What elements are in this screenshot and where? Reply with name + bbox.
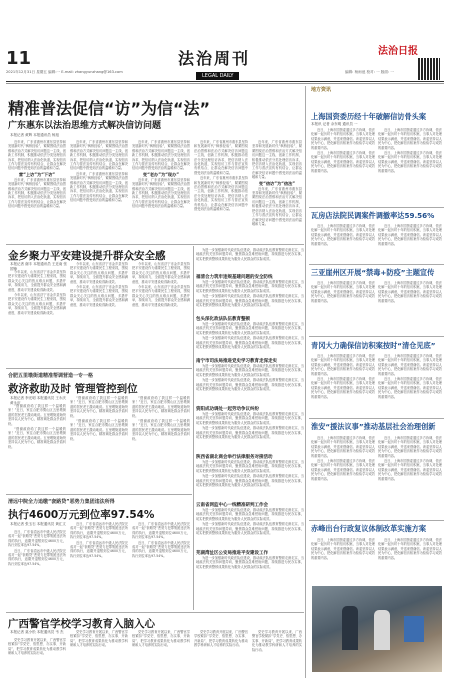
- lead-column-3: [132, 140, 190, 242]
- right-paragraph: 近日，上海市国资委通过多方协调，依法化解一起历时十年的信访积案，当事人对处理结果表示满意，并送来感谢信。该委坚持以人民为中心，把化解信访积案作为检验学习成效的重要内容。: [378, 436, 442, 458]
- lead-subtitle: 广东惠东以法治思维方式解决信访问题: [8, 121, 162, 131]
- s4-byline: 本报记者 张玉石 本报通讯员 黄汇文: [10, 522, 66, 526]
- right-paragraph: 近日，上海市国资委通过多方协调，依法化解一起历时十年的信访积案，当事人对处理结果表示满意，并送来感谢信。该委坚持以人民为中心，把化解信访积案作为检验学习成效的重要内容。: [311, 377, 375, 399]
- briefs-column: [196, 248, 304, 610]
- s3-column-2: [70, 396, 128, 492]
- editors-line: 编辑: 杨雨池 校对: 一 版面: 一: [345, 70, 394, 74]
- right-headline-5: 淮安“援法议事”推动基层社会治理创新: [311, 422, 436, 431]
- right-text-4b: [378, 354, 442, 414]
- s5-column-5: [252, 630, 302, 678]
- column-divider: [305, 86, 306, 678]
- right-text-2a: [311, 224, 375, 262]
- lead-column-1: [8, 140, 66, 242]
- brief-paragraph: 为进一步加强新时代政法队伍建设，推动政法队伍教育整顿走深走实，当地政法机关坚持问题导向，聚焦群众急难愁盼问题，持续推进为民办实事，切实把教育整顿成果转化为服务人民群众的实际成效。: [196, 248, 304, 261]
- brief-text: [196, 556, 304, 586]
- brief-text: [196, 412, 304, 452]
- s2-paragraph: 今年以来，山东省济宁市金乡县坚持把平安建设作为重要民生工程来抓，围绕群众关心关注的热点难点问题，多措并举，持续用力，全面提升群众安全感和满意度，推动平安建设取得新成效。: [70, 262, 128, 284]
- lead-subhead-3: 变“信访”为“信法”: [258, 180, 296, 186]
- s2-paragraph: 今年以来，山东省济宁市金乡县坚持把平安建设作为重要民生工程来抓，围绕群众关心关注的热点难点问题，多措并举，持续用力，全面提升群众安全感和满意度，推动平安建设取得新成效。: [132, 285, 190, 307]
- brief-text: [196, 460, 304, 500]
- right-text-5a: [311, 436, 375, 516]
- s5-paragraph: 党史学习教育开展以来，广西警官学校紧扣“学党史、悟思想、办实事、开新局”，把学习教育成果转化为推动教学科研和人才培养的实际行动。: [252, 630, 302, 652]
- newspaper-logo: 法治日报: [378, 46, 418, 57]
- right-text-4a: [311, 354, 375, 414]
- s5-column-4: [194, 630, 248, 678]
- lead-column-4: [194, 140, 248, 242]
- right-paragraph: 近日，上海市国资委通过多方协调，依法化解一起历时十年的信访积案，当事人对处理结果表示满意，并送来感谢信。该委坚持以人民为中心，把化解信访积案作为检验学习成效的重要内容。: [311, 151, 375, 173]
- right-paragraph: 近日，上海市国资委通过多方协调，依法化解一起历时十年的信访积案，当事人对处理结果表示满意，并送来感谢信。该委坚持以人民为中心，把化解信访积案作为检验学习成效的重要内容。: [311, 224, 375, 246]
- s5-column-2: [70, 630, 128, 678]
- page-number: 11: [6, 48, 32, 69]
- s4-column-2: [70, 522, 128, 610]
- lead-byline: 本报记者 黄辉 本报通讯员 杨旭: [10, 133, 59, 137]
- right-text-2b: [378, 224, 442, 262]
- right-text-1b: [378, 128, 442, 206]
- divider: [309, 336, 444, 337]
- s3-title: 救济救助及时 管理管控到位: [8, 383, 138, 395]
- brief-text: [196, 322, 304, 356]
- right-text-6b: [378, 538, 442, 582]
- divider: [6, 368, 192, 369]
- s3-paragraph: “感谢政府给了我这样一个温暖的家！”近日，家住合肥市蜀山区五里墩街道的居民老王激动地说。五里墩街道始终坚持以人民为中心，精准调处群众矛盾纠纷。: [8, 404, 66, 426]
- brief-title: 南宁市司法局推进党史学习教育走深走实: [196, 359, 277, 364]
- s4-paragraph: 近日，广东省清远市中级人民法院完成对一起“套路贷”恶势力犯罪集团违法所得的执行，追缴并退赔到位4600万元，执行到位率达97.54%。: [132, 540, 190, 558]
- divider: [6, 244, 304, 245]
- right-headline-2: 瓦房店法院民调案件调撤率达59.56%: [311, 211, 435, 220]
- brief-paragraph: 为进一步加强新时代政法队伍建设，推动政法队伍教育整顿走深走实，当地政法机关坚持问题导向，聚焦群众急难愁盼问题，持续推进为民办实事，切实把教育整顿成果转化为服务人民群众的实际成效。: [196, 426, 304, 440]
- brief-text: [196, 248, 304, 272]
- brief-paragraph: 为进一步加强新时代政法队伍建设，推动政法队伍教育整顿走深走实，当地政法机关坚持问题导向，聚焦群众急难愁盼问题，持续推进为民办实事，切实把教育整顿成果转化为服务人民群众的实际成效。: [196, 474, 304, 488]
- right-text-3b: [378, 281, 442, 333]
- s3-column-3: [132, 396, 190, 492]
- s3-paragraph: “感谢政府给了我这样一个温暖的家！”近日，家住合肥市蜀山区五里墩街道的居民老王激动地说。五里墩街道始终坚持以人民为中心，精准调处群众矛盾纠纷。: [132, 419, 190, 441]
- photo-sign: [404, 616, 424, 642]
- right-paragraph: 近日，上海市国资委通过多方协调，依法化解一起历时十年的信访积案，当事人对处理结果表示满意，并送来感谢信。该委坚持以人民为中心，把化解信访积案作为检验学习成效的重要内容。: [378, 151, 442, 173]
- right-paragraph: 近日，上海市国资委通过多方协调，依法化解一起历时十年的信访积案，当事人对处理结果表示满意，并送来感谢信。该委坚持以人民为中心，把化解信访积案作为检验学习成效的重要内容。: [311, 128, 375, 150]
- header-rule-thin: [6, 83, 444, 84]
- lead-paragraph: 近年来，广东省惠州市惠东县坚持和发展新时代“枫桥经验”，紧紧围绕法治思维和法治方式解决信访问题这一主线，创新工作机制，积极推动依法分类处理信访诉求，把信访纳入法治化轨道，实现信访工作与普法宣传有机结合，让群众在解决信访问题中感受到法治的温暖和力量。: [132, 140, 190, 171]
- s3-byline: 本报记者 李光明 本报通讯员 王永庆 黄永庆: [10, 396, 66, 405]
- s4-column-1: [8, 530, 66, 610]
- s2-paragraph: 今年以来，山东省济宁市金乡县坚持把平安建设作为重要民生工程来抓，围绕群众关心关注的热点难点问题，多措并举，持续用力，全面提升群众安全感和满意度，推动平安建设取得新成效。: [132, 262, 190, 284]
- brief-paragraph: 为进一步加强新时代政法队伍建设，推动政法队伍教育整顿走深走实，当地政法机关坚持问题导向，聚焦群众急难愁盼问题，持续推进为民办实事，切实把教育整顿成果转化为服务人民群众的实际成效。: [196, 556, 304, 569]
- lead-paragraph: 近年来，广东省惠州市惠东县坚持和发展新时代“枫桥经验”，紧紧围绕法治思维和法治方式解决信访问题这一主线，创新工作机制，积极推动依法分类处理信访诉求，把信访纳入法治化轨道，实现信访工作与普法宣传有机结合，让群众在解决信访问题中感受到法治的温暖和力量。: [252, 140, 302, 180]
- divider: [6, 612, 304, 613]
- brief-paragraph: 为进一步加强新时代政法队伍建设，推动政法队伍教育整顿走深走实，当地政法机关坚持问题导向，聚焦群众急难愁盼问题，持续推进为民办实事，切实把教育整顿成果转化为服务人民群众的实际成效。: [196, 460, 304, 473]
- s5-paragraph: 党史学习教育开展以来，广西警官学校紧扣“学党史、悟思想、办实事、开新局”，把学习教育成果转化为推动教学科研和人才培养的实际行动。: [70, 630, 128, 648]
- s4-title: 执行4600万元到位率97.54%: [8, 509, 155, 521]
- s2-paragraph: 今年以来，山东省济宁市金乡县坚持把平安建设作为重要民生工程来抓，围绕群众关心关注的热点难点问题，多措并举，持续用力，全面提升群众安全感和满意度，推动平安建设取得新成效。: [8, 293, 66, 315]
- brief-title: 芜湖湾沚区公安局推进平安建设工作: [196, 551, 268, 556]
- right-paragraph: 近日，上海市国资委通过多方协调，依法化解一起历时十年的信访积案，当事人对处理结果表示满意，并送来感谢信。该委坚持以人民为中心，把化解信访积案作为检验学习成效的重要内容。: [311, 354, 375, 376]
- s3-column-1: [8, 404, 66, 492]
- right-text-3a: [311, 281, 375, 333]
- brief-title: 云南省网监中心一线精准研判工作会: [196, 503, 268, 508]
- qr-code-icon: [418, 58, 440, 80]
- brief-paragraph: 为进一步加强新时代政法队伍建设，推动政法队伍教育整顿走深走实，当地政法机关坚持问题导向，聚焦群众急难愁盼问题，持续推进为民办实事，切实把教育整顿成果转化为服务人民群众的实际成效。: [196, 322, 304, 335]
- s4-paragraph: 近日，广东省清远市中级人民法院完成对一起“套路贷”恶势力犯罪集团违法所得的执行，追缴并退赔到位4600万元，执行到位率达97.54%。: [70, 540, 128, 558]
- right-paragraph: 近日，上海市国资委通过多方协调，依法化解一起历时十年的信访积案，当事人对处理结果表示满意，并送来感谢信。该委坚持以人民为中心，把化解信访积案作为检验学习成效的重要内容。: [311, 538, 375, 560]
- right-headline-6: 赤峰出台行政复议体制改革实施方案: [311, 524, 427, 533]
- divider: [309, 418, 444, 419]
- header-meta-line: 2021年12月31日 星期五 编辑:一 E-mail: zhangyunzhang@163.com: [6, 70, 123, 74]
- s4-paragraph: 近日，广东省清远市中级人民法院完成对一起“套路贷”恶势力犯罪集团违法所得的执行，追缴并退赔到位4600万元，执行到位率达97.54%。: [132, 522, 190, 540]
- photo-figure: [374, 610, 390, 650]
- right-paragraph: 近日，上海市国资委通过多方协调，依法化解一起历时十年的信访积案，当事人对处理结果表示满意，并送来感谢信。该委坚持以人民为中心，把化解信访积案作为检验学习成效的重要内容。: [378, 128, 442, 150]
- s5-title: 广西警官学校学习教育入脑入心: [8, 618, 155, 630]
- right-headline-4: 青冈大力确保信访积案按时“清仓见底”: [311, 341, 436, 350]
- s2-paragraph: 今年以来，山东省济宁市金乡县坚持把平安建设作为重要民生工程来抓，围绕群众关心关注的热点难点问题，多措并举，持续用力，全面提升群众安全感和满意度，推动平安建设取得新成效。: [8, 270, 66, 292]
- right-paragraph: 近日，上海市国资委通过多方协调，依法化解一起历时十年的信访积案，当事人对处理结果表示满意，并送来感谢信。该委坚持以人民为中心，把化解信访积案作为检验学习成效的重要内容。: [378, 538, 442, 560]
- s2-column-2: [70, 262, 128, 366]
- lead-paragraph: 近年来，广东省惠州市惠东县坚持和发展新时代“枫桥经验”，紧紧围绕法治思维和法治方式解决信访问题这一主线，创新工作机制，积极推动依法分类处理信访诉求，把信访纳入法治化轨道，实现信访工作与普法宣传有机结合，让群众在解决信访问题中感受到法治的温暖和力量。: [70, 140, 128, 171]
- lead-paragraph: 近年来，广东省惠州市惠东县坚持和发展新时代“枫桥经验”，紧紧围绕法治思维和法治方式解决信访问题这一主线，创新工作机制，积极推动依法分类处理信访诉求，把信访纳入法治化轨道，实现信访工作与普法宣传有机结合，让群众在解决信访问题中感受到法治的温暖和力量。: [70, 171, 128, 203]
- divider: [309, 264, 444, 265]
- brief-text: [196, 280, 304, 314]
- column-divider: [193, 246, 194, 610]
- lead-paragraph: 近年来，广东省惠州市惠东县坚持和发展新时代“枫桥经验”，紧紧围绕法治思维和法治方式解决信访问题这一主线，创新工作机制，积极推动依法分类处理信访诉求，把信访纳入法治化轨道，实现信访工作与普法宣传有机结合，让群众在解决信访问题中感受到法治的温暖和力量。: [132, 177, 190, 209]
- brief-paragraph: 为进一步加强新时代政法队伍建设，推动政法队伍教育整顿走深走实，当地政法机关坚持问题导向，聚焦群众急难愁盼问题，持续推进为民办实事，切实把教育整顿成果转化为服务人民群众的实际成效。: [196, 364, 304, 377]
- right-headline-1: 上海国资委历经十年破解信访骨头案: [311, 112, 427, 121]
- masthead-subtitle: LEGAL DAILY: [196, 72, 239, 80]
- s5-column-1: [8, 638, 66, 678]
- s2-column-3: [132, 262, 190, 366]
- s3-paragraph: “感谢政府给了我这样一个温暖的家！”近日，家住合肥市蜀山区五里墩街道的居民老王激动地说。五里墩街道始终坚持以人民为中心，精准调处群众矛盾纠纷。: [132, 396, 190, 418]
- s2-column-1: [8, 270, 66, 366]
- s4-paragraph: 近日，广东省清远市中级人民法院完成对一起“套路贷”恶势力犯罪集团违法所得的执行，追缴并退赔到位4600万元，执行到位率达97.54%。: [70, 522, 128, 540]
- brief-paragraph: 为进一步加强新时代政法队伍建设，推动政法队伍教育整顿走深走实，当地政法机关坚持问题导向，聚焦群众急难愁盼问题，持续推进为民办实事，切实把教育整顿成果转化为服务人民群众的实际成效。: [196, 378, 304, 392]
- brief-paragraph: 为进一步加强新时代政法队伍建设，推动政法队伍教育整顿走深走实，当地政法机关坚持问题导向，聚焦群众急难愁盼问题，持续推进为民办实事，切实把教育整顿成果转化为服务人民群众的实际成效。: [196, 508, 304, 521]
- right-paragraph: 近日，上海市国资委通过多方协调，依法化解一起历时十年的信访积案，当事人对处理结果表示满意，并送来感谢信。该委坚持以人民为中心，把化解信访积案作为检验学习成效的重要内容。: [378, 281, 442, 303]
- s2-title: 金乡聚力平安建设提升群众安全感: [8, 250, 166, 262]
- header-rule: [6, 81, 444, 82]
- right-paragraph: 近日，上海市国资委通过多方协调，依法化解一起历时十年的信访积案，当事人对处理结果表示满意，并送来感谢信。该委坚持以人民为中心，把化解信访积案作为检验学习成效的重要内容。: [311, 281, 375, 303]
- lead-title: 精准普法促信“访”为信“法”: [8, 99, 211, 118]
- s4-kicker: 清远中院全力追缴“套路贷”恶势力集团违法所得: [8, 499, 115, 505]
- lead-column-2: [70, 140, 128, 242]
- lead-paragraph: 近年来，广东省惠州市惠东县坚持和发展新时代“枫桥经验”，紧紧围绕法治思维和法治方式解决信访问题这一主线，创新工作机制，积极推动依法分类处理信访诉求，把信访纳入法治化轨道，实现信访工作与普法宣传有机结合，让群众在解决信访问题中感受到法治的温暖和力量。: [8, 140, 66, 171]
- s4-paragraph: 近日，广东省清远市中级人民法院完成对一起“套路贷”恶势力犯罪集团违法所得的执行，追缴并退赔到位4600万元，执行到位率达97.54%。: [8, 548, 66, 566]
- s5-byline: 本报记者 莫小松 本报通讯员 韦 杰: [10, 630, 64, 634]
- divider: [6, 494, 192, 495]
- brief-title: 陕西省湖北商会举行法律服务对接活动: [196, 455, 273, 460]
- right-text-6a: [311, 538, 375, 582]
- divider: [309, 520, 444, 521]
- s5-paragraph: 党史学习教育开展以来，广西警官学校紧扣“学党史、悟思想、办实事、开新局”，把学习教育成果转化为推动教学科研和人才培养的实际行动。: [132, 630, 190, 648]
- right-paragraph: 近日，上海市国资委通过多方协调，依法化解一起历时十年的信访积案，当事人对处理结果表示满意，并送来感谢信。该委坚持以人民为中心，把化解信访积案作为检验学习成效的重要内容。: [311, 436, 375, 458]
- s3-paragraph: “感谢政府给了我这样一个温暖的家！”近日，家住合肥市蜀山区五里墩街道的居民老王激动地说。五里墩街道始终坚持以人民为中心，精准调处群众矛盾纠纷。: [8, 427, 66, 449]
- s4-paragraph: 近日，广东省清远市中级人民法院完成对一起“套路贷”恶势力犯罪集团违法所得的执行，追缴并退赔到位4600万元，执行到位率达97.54%。: [8, 530, 66, 548]
- masthead-title: 法治周刊: [178, 49, 251, 68]
- s2-paragraph: 今年以来，山东省济宁市金乡县坚持把平安建设作为重要民生工程来抓，围绕群众关心关注的热点难点问题，多措并举，持续用力，全面提升群众安全感和满意度，推动平安建设取得新成效。: [70, 285, 128, 307]
- s3-paragraph: “感谢政府给了我这样一个温暖的家！”近日，家住合肥市蜀山区五里墩街道的居民老王激动地说。五里墩街道始终坚持以人民为中心，精准调处群众矛盾纠纷。: [70, 419, 128, 441]
- right-paragraph: 近日，上海市国资委通过多方协调，依法化解一起历时十年的信访积案，当事人对处理结果表示满意，并送来感谢信。该委坚持以人民为中心，把化解信访积案作为检验学习成效的重要内容。: [378, 459, 442, 481]
- right-paragraph: 近日，上海市国资委通过多方协调，依法化解一起历时十年的信访积案，当事人对处理结果表示满意，并送来感谢信。该委坚持以人民为中心，把化解信访积案作为检验学习成效的重要内容。: [378, 224, 442, 246]
- photo-figure: [342, 606, 358, 650]
- right-section-header: 地方资讯: [311, 87, 332, 93]
- brief-paragraph: 为进一步加强新时代政法队伍建设，推动政法队伍教育整顿走深走实，当地政法机关坚持问题导向，聚焦群众急难愁盼问题，持续推进为民办实事，切实把教育整顿成果转化为服务人民群众的实际成效。: [196, 280, 304, 293]
- brief-text: [196, 364, 304, 404]
- lead-paragraph: 近年来，广东省惠州市惠东县坚持和发展新时代“枫桥经验”，紧紧围绕法治思维和法治方式解决信访问题这一主线，创新工作机制，积极推动依法分类处理信访诉求，把信访纳入法治化轨道，实现信访工作与普法宣传有机结合，让群众在解决信访问题中感受到法治的温暖和力量。: [194, 176, 248, 212]
- s5-paragraph: 党史学习教育开展以来，广西警官学校紧扣“学党史、悟思想、办实事、开新局”，把学习教育成果转化为推动教学科研和人才培养的实际行动。: [8, 638, 66, 656]
- lead-paragraph: 近年来，广东省惠州市惠东县坚持和发展新时代“枫桥经验”，紧紧围绕法治思维和法治方式解决信访问题这一主线，创新工作机制，积极推动依法分类处理信访诉求，把信访纳入法治化轨道，实现信访工作与普法宣传有机结合，让群众在解决信访问题中感受到法治的温暖和力量。: [8, 177, 66, 209]
- right-byline-1: 本报讯 记者 余东明 通讯员 一: [311, 122, 358, 126]
- brief-paragraph: 为进一步加强新时代政法队伍建设，推动政法队伍教育整顿走深走实，当地政法机关坚持问题导向，聚焦群众急难愁盼问题，持续推进为民办实事，切实把教育整顿成果转化为服务人民群众的实际成效。: [196, 522, 304, 536]
- s2-byline: 本报记者 谢丰 本报通讯员 王近南 张国锋: [10, 262, 67, 271]
- lead-paragraph: 近年来，广东省惠州市惠东县坚持和发展新时代“枫桥经验”，紧紧围绕法治思维和法治方式解决信访问题这一主线，创新工作机制，积极推动依法分类处理信访诉求，把信访纳入法治化轨道，实现信访工作与普法宣传有机结合，让群众在解决信访问题中感受到法治的温暖和力量。: [252, 186, 302, 226]
- brief-paragraph: 为进一步加强新时代政法队伍建设，推动政法队伍教育整顿走深走实，当地政法机关坚持问题导向，聚焦群众急难愁盼问题，持续推进为民办实事，切实把教育整顿成果转化为服务人民群众的实际成效。: [196, 412, 304, 425]
- right-paragraph: 近日，上海市国资委通过多方协调，依法化解一起历时十年的信访积案，当事人对处理结果表示满意，并送来感谢信。该委坚持以人民为中心，把化解信访积案作为检验学习成效的重要内容。: [378, 354, 442, 376]
- lead-column-5: [252, 140, 302, 242]
- brief-title: 资阳成功调处一起劳动争议纠纷: [196, 407, 259, 412]
- right-paragraph: 近日，上海市国资委通过多方协调，依法化解一起历时十年的信访积案，当事人对处理结果表示满意，并送来感谢信。该委坚持以人民为中心，把化解信访积案作为检验学习成效的重要内容。: [378, 377, 442, 399]
- lead-subhead-1: 营“上访”为“下访”: [18, 171, 56, 177]
- s4-column-3: [132, 522, 190, 610]
- lead-subhead-2: 变“老办”为“现办”: [142, 171, 180, 177]
- brief-title: 福清合力筑牢违规基建问题的安全防线: [196, 275, 273, 280]
- right-text-5b: [378, 436, 442, 516]
- divider: [309, 207, 444, 208]
- right-text-1a: [311, 128, 375, 206]
- s3-kicker: 合肥五里墩街道精准帮调营造一专一格: [8, 373, 94, 379]
- right-headline-3: 三亚崖州区开展“禁毒+防疫”主题宣传: [311, 268, 435, 277]
- brief-title: 包头深化政法队伍教育整顿: [196, 317, 250, 322]
- s3-paragraph: “感谢政府给了我这样一个温暖的家！”近日，家住合肥市蜀山区五里墩街道的居民老王激动地说。五里墩街道始终坚持以人民为中心，精准调处群众矛盾纠纷。: [70, 396, 128, 418]
- brief-paragraph: 为进一步加强新时代政法队伍建设，推动政法队伍教育整顿走深走实，当地政法机关坚持问题导向，聚焦群众急难愁盼问题，持续推进为民办实事，切实把教育整顿成果转化为服务人民群众的实际成效。: [196, 336, 304, 350]
- brief-paragraph: 为进一步加强新时代政法队伍建设，推动政法队伍教育整顿走深走实，当地政法机关坚持问题导向，聚焦群众急难愁盼问题，持续推进为民办实事，切实把教育整顿成果转化为服务人民群众的实际成效。: [196, 294, 304, 308]
- right-paragraph: 近日，上海市国资委通过多方协调，依法化解一起历时十年的信访积案，当事人对处理结果表示满意，并送来感谢信。该委坚持以人民为中心，把化解信访积案作为检验学习成效的重要内容。: [311, 459, 375, 481]
- s5-paragraph: 党史学习教育开展以来，广西警官学校紧扣“学党史、悟思想、办实事、开新局”，把学习教育成果转化为推动教学科研和人才培养的实际行动。: [194, 630, 248, 648]
- news-photo: [312, 586, 442, 672]
- brief-text: [196, 508, 304, 548]
- s5-column-3: [132, 630, 190, 678]
- lead-paragraph: 近年来，广东省惠州市惠东县坚持和发展新时代“枫桥经验”，紧紧围绕法治思维和法治方式解决信访问题这一主线，创新工作机制，积极推动依法分类处理信访诉求，把信访纳入法治化轨道，实现信访工作与普法宣传有机结合，让群众在解决信访问题中感受到法治的温暖和力量。: [194, 140, 248, 175]
